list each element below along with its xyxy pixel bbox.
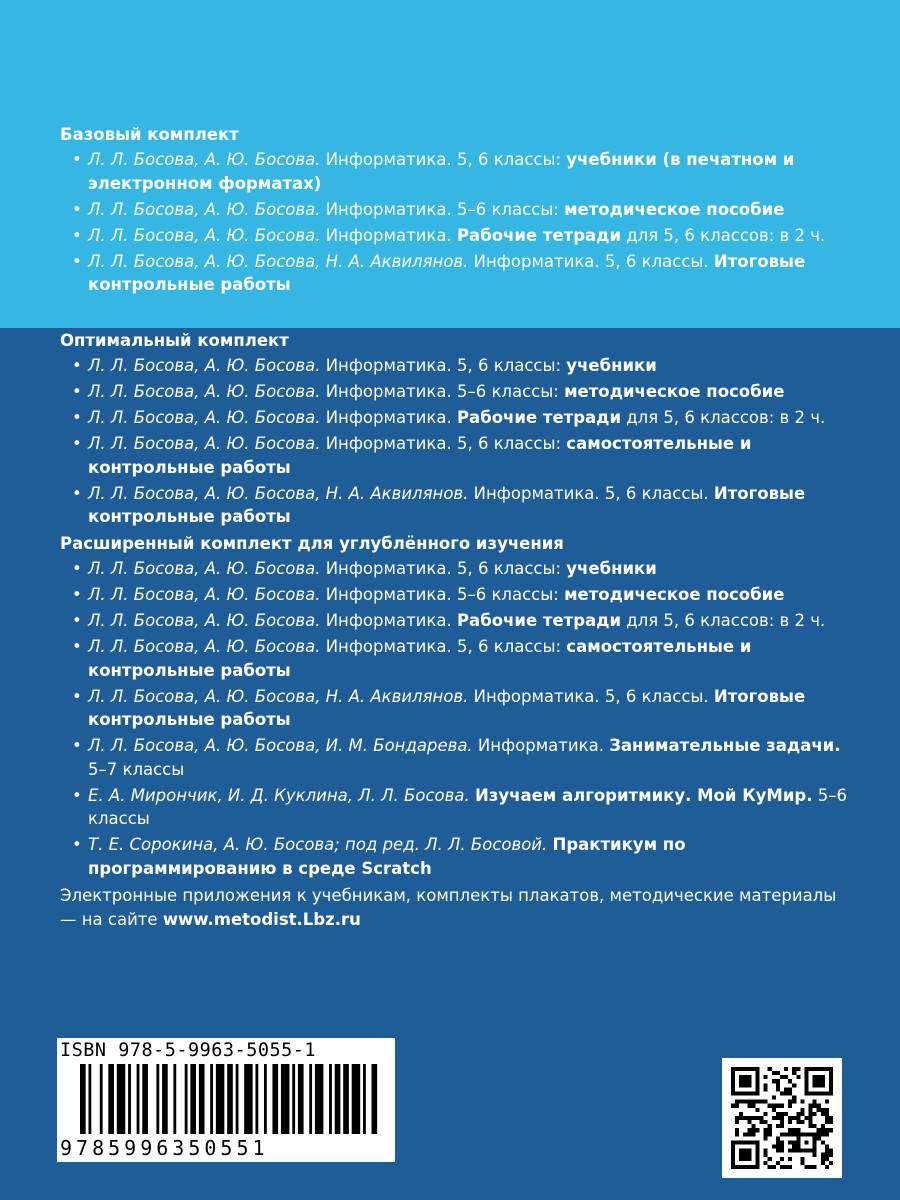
section-basic xyxy=(60,122,860,328)
cover-text xyxy=(60,122,860,949)
list-item: • Л. Л. Босова, А. Ю. Босова. Информатика. Рабочие тетради для 5, 6 классов: в 2 ч. xyxy=(60,224,860,248)
section-title: Оптимальный комплект xyxy=(60,331,289,350)
section-optimal xyxy=(60,328,860,529)
ean-digits: 9785996350551 xyxy=(60,1136,269,1160)
list-item: • Л. Л. Босова, А. Ю. Босова. Информатика. 5–6 классы: методическое пособие xyxy=(60,583,860,607)
barcode-icon xyxy=(80,1064,380,1134)
list-item: • Л. Л. Босова, А. Ю. Босова. Информатика. 5, 6 классы: учебники xyxy=(60,557,860,581)
item-list xyxy=(60,557,860,880)
list-item: • Л. Л. Босова, А. Ю. Босова. Информатика. 5–6 классы: методическое пособие xyxy=(60,198,860,222)
list-item: • Е. А. Мирончик, И. Д. Куклина, Л. Л. Босова. Изучаем алгоритмику. Мой КуМир. 5–6 классы xyxy=(60,784,860,831)
list-item: • Л. Л. Босова, А. Ю. Босова, И. М. Бондарева. Информатика. Занимательные задачи. 5–7 классы xyxy=(60,734,860,781)
item-list xyxy=(60,148,860,297)
list-item: • Л. Л. Босова, А. Ю. Босова, Н. А. Аквилянов. Информатика. 5, 6 классы. Итоговые контрольные работы xyxy=(60,250,860,297)
list-item: • Л. Л. Босова, А. Ю. Босова. Информатика. 5, 6 классы: учебники (в печатном и электронном форматах) xyxy=(60,148,860,195)
electronic-resources-note: Электронные приложения к учебникам, комплекты плакатов, методические материалы — на сайте www.metodist.Lbz.ru xyxy=(60,886,837,929)
list-item: • Л. Л. Босова, А. Ю. Босова. Информатика. Рабочие тетради для 5, 6 классов: в 2 ч. xyxy=(60,609,860,633)
website-link[interactable]: www.metodist.Lbz.ru xyxy=(162,910,361,929)
list-item: • Л. Л. Босова, А. Ю. Босова. Информатика. 5, 6 классы: учебники xyxy=(60,354,860,378)
list-item: • Л. Л. Босова, А. Ю. Босова. Информатика. 5, 6 классы: самостоятельные и контрольные работы xyxy=(60,635,860,682)
list-item: • Л. Л. Босова, А. Ю. Босова, Н. А. Аквилянов. Информатика. 5, 6 классы. Итоговые контрольные работы xyxy=(60,685,860,732)
isbn-label: ISBN 978-5-9963-5055-1 xyxy=(60,1040,317,1061)
list-item: • Л. Л. Босова, А. Ю. Босова, Н. А. Аквилянов. Информатика. 5, 6 классы. Итоговые контрольные работы xyxy=(60,482,860,529)
section-extended xyxy=(60,531,860,880)
section-title: Расширенный комплект для углублённого изучения xyxy=(60,534,564,553)
item-list xyxy=(60,354,860,529)
qr-code-icon xyxy=(731,1067,833,1169)
section-title: Базовый комплект xyxy=(60,125,239,144)
list-item: • Т. Е. Сорокина, А. Ю. Босова; под ред. Л. Л. Босовой. Практикум по программированию в среде Scratch xyxy=(60,833,860,880)
list-item: • Л. Л. Босова, А. Ю. Босова. Информатика. 5, 6 классы: самостоятельные и контрольные работы xyxy=(60,432,860,479)
list-item: • Л. Л. Босова, А. Ю. Босова. Информатика. 5–6 классы: методическое пособие xyxy=(60,380,860,404)
list-item: • Л. Л. Босова, А. Ю. Босова. Информатика. Рабочие тетради для 5, 6 классов: в 2 ч. xyxy=(60,406,860,430)
